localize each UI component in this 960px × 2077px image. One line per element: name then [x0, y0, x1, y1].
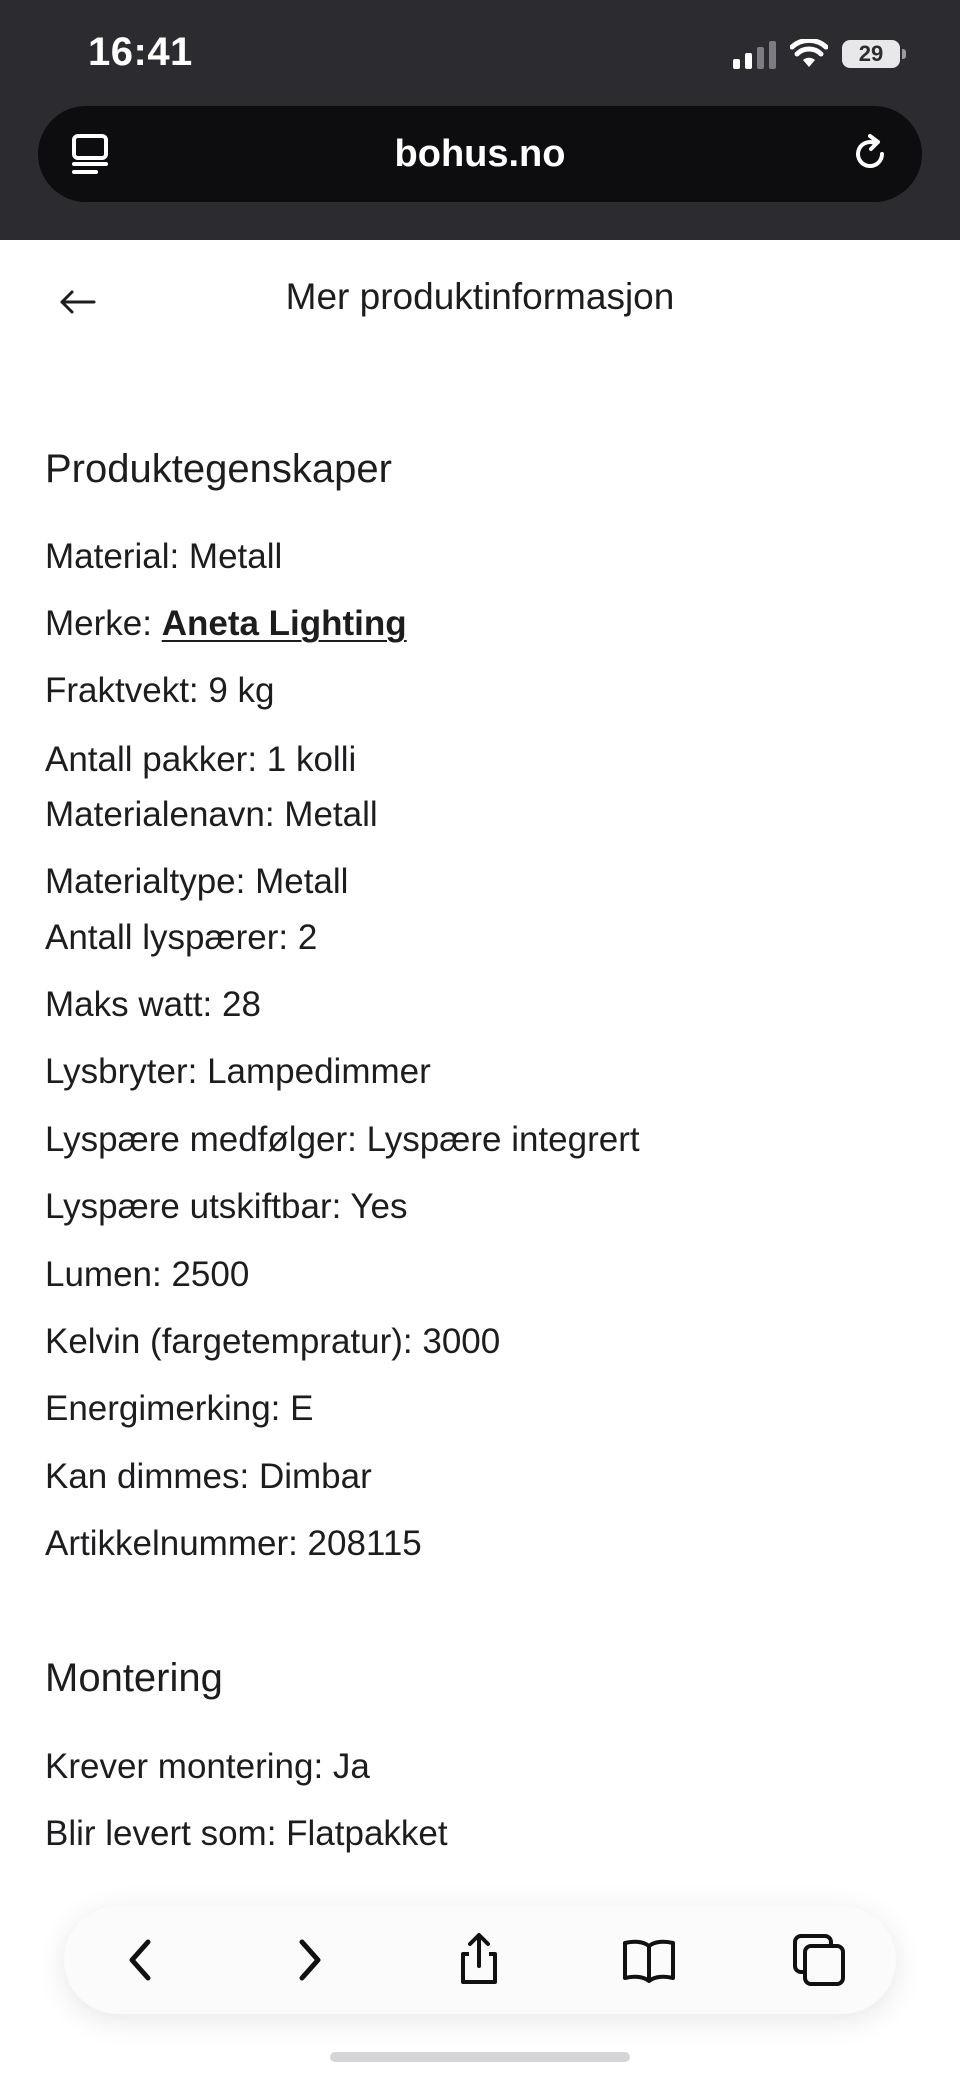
battery-icon: 29	[842, 40, 900, 68]
status-bar	[0, 0, 960, 240]
section-title-assembly: Montering	[45, 1656, 223, 1700]
brand-label: Merke:	[45, 604, 162, 643]
property-switch: Lysbryter: Lampedimmer	[45, 1052, 431, 1091]
tabs-icon[interactable]	[789, 1930, 849, 1990]
status-time: 16:41	[88, 30, 193, 74]
property-article-number: Artikkelnummer: 208115	[45, 1524, 422, 1563]
property-material-type: Materialtype: Metall	[45, 862, 349, 901]
property-dimmable: Kan dimmes: Dimbar	[45, 1457, 372, 1496]
forward-icon[interactable]	[278, 1930, 338, 1990]
bookmarks-icon[interactable]	[619, 1930, 679, 1990]
signal-icon	[733, 39, 776, 69]
status-icons	[733, 32, 900, 76]
property-energy-label: Energimerking: E	[45, 1389, 314, 1428]
home-indicator	[330, 2052, 630, 2062]
brand-link[interactable]: Aneta Lighting	[161, 604, 407, 643]
property-bulb-count: Antall lyspærer: 2	[45, 918, 318, 957]
back-icon[interactable]	[112, 1930, 172, 1990]
url-text[interactable]: bohus.no	[394, 133, 566, 175]
property-bulb-replaceable: Lyspære utskiftbar: Yes	[45, 1187, 408, 1226]
property-max-watt: Maks watt: 28	[45, 985, 261, 1024]
property-freight-weight: Fraktvekt: 9 kg	[45, 671, 275, 710]
property-material: Material: Metall	[45, 537, 283, 576]
share-icon[interactable]	[449, 1930, 509, 1990]
page-title: Mer produktinformasjon	[285, 276, 675, 317]
section-title-properties: Produktegenskaper	[45, 447, 392, 491]
page-header	[0, 240, 960, 360]
property-lumen: Lumen: 2500	[45, 1255, 250, 1294]
reload-icon[interactable]	[848, 132, 892, 176]
property-kelvin: Kelvin (fargetempratur): 3000	[45, 1322, 501, 1361]
assembly-delivered-as: Blir levert som: Flatpakket	[45, 1814, 448, 1853]
assembly-requires: Krever montering: Ja	[45, 1747, 370, 1786]
property-brand	[45, 604, 407, 644]
property-material-name: Materialenavn: Metall	[45, 795, 378, 834]
address-bar[interactable]	[38, 106, 922, 202]
wifi-icon	[790, 39, 828, 69]
property-bulb-included: Lyspære medfølger: Lyspære integrert	[45, 1120, 640, 1159]
property-packages: Antall pakker: 1 kolli	[45, 740, 357, 779]
browser-toolbar	[64, 1906, 896, 2014]
